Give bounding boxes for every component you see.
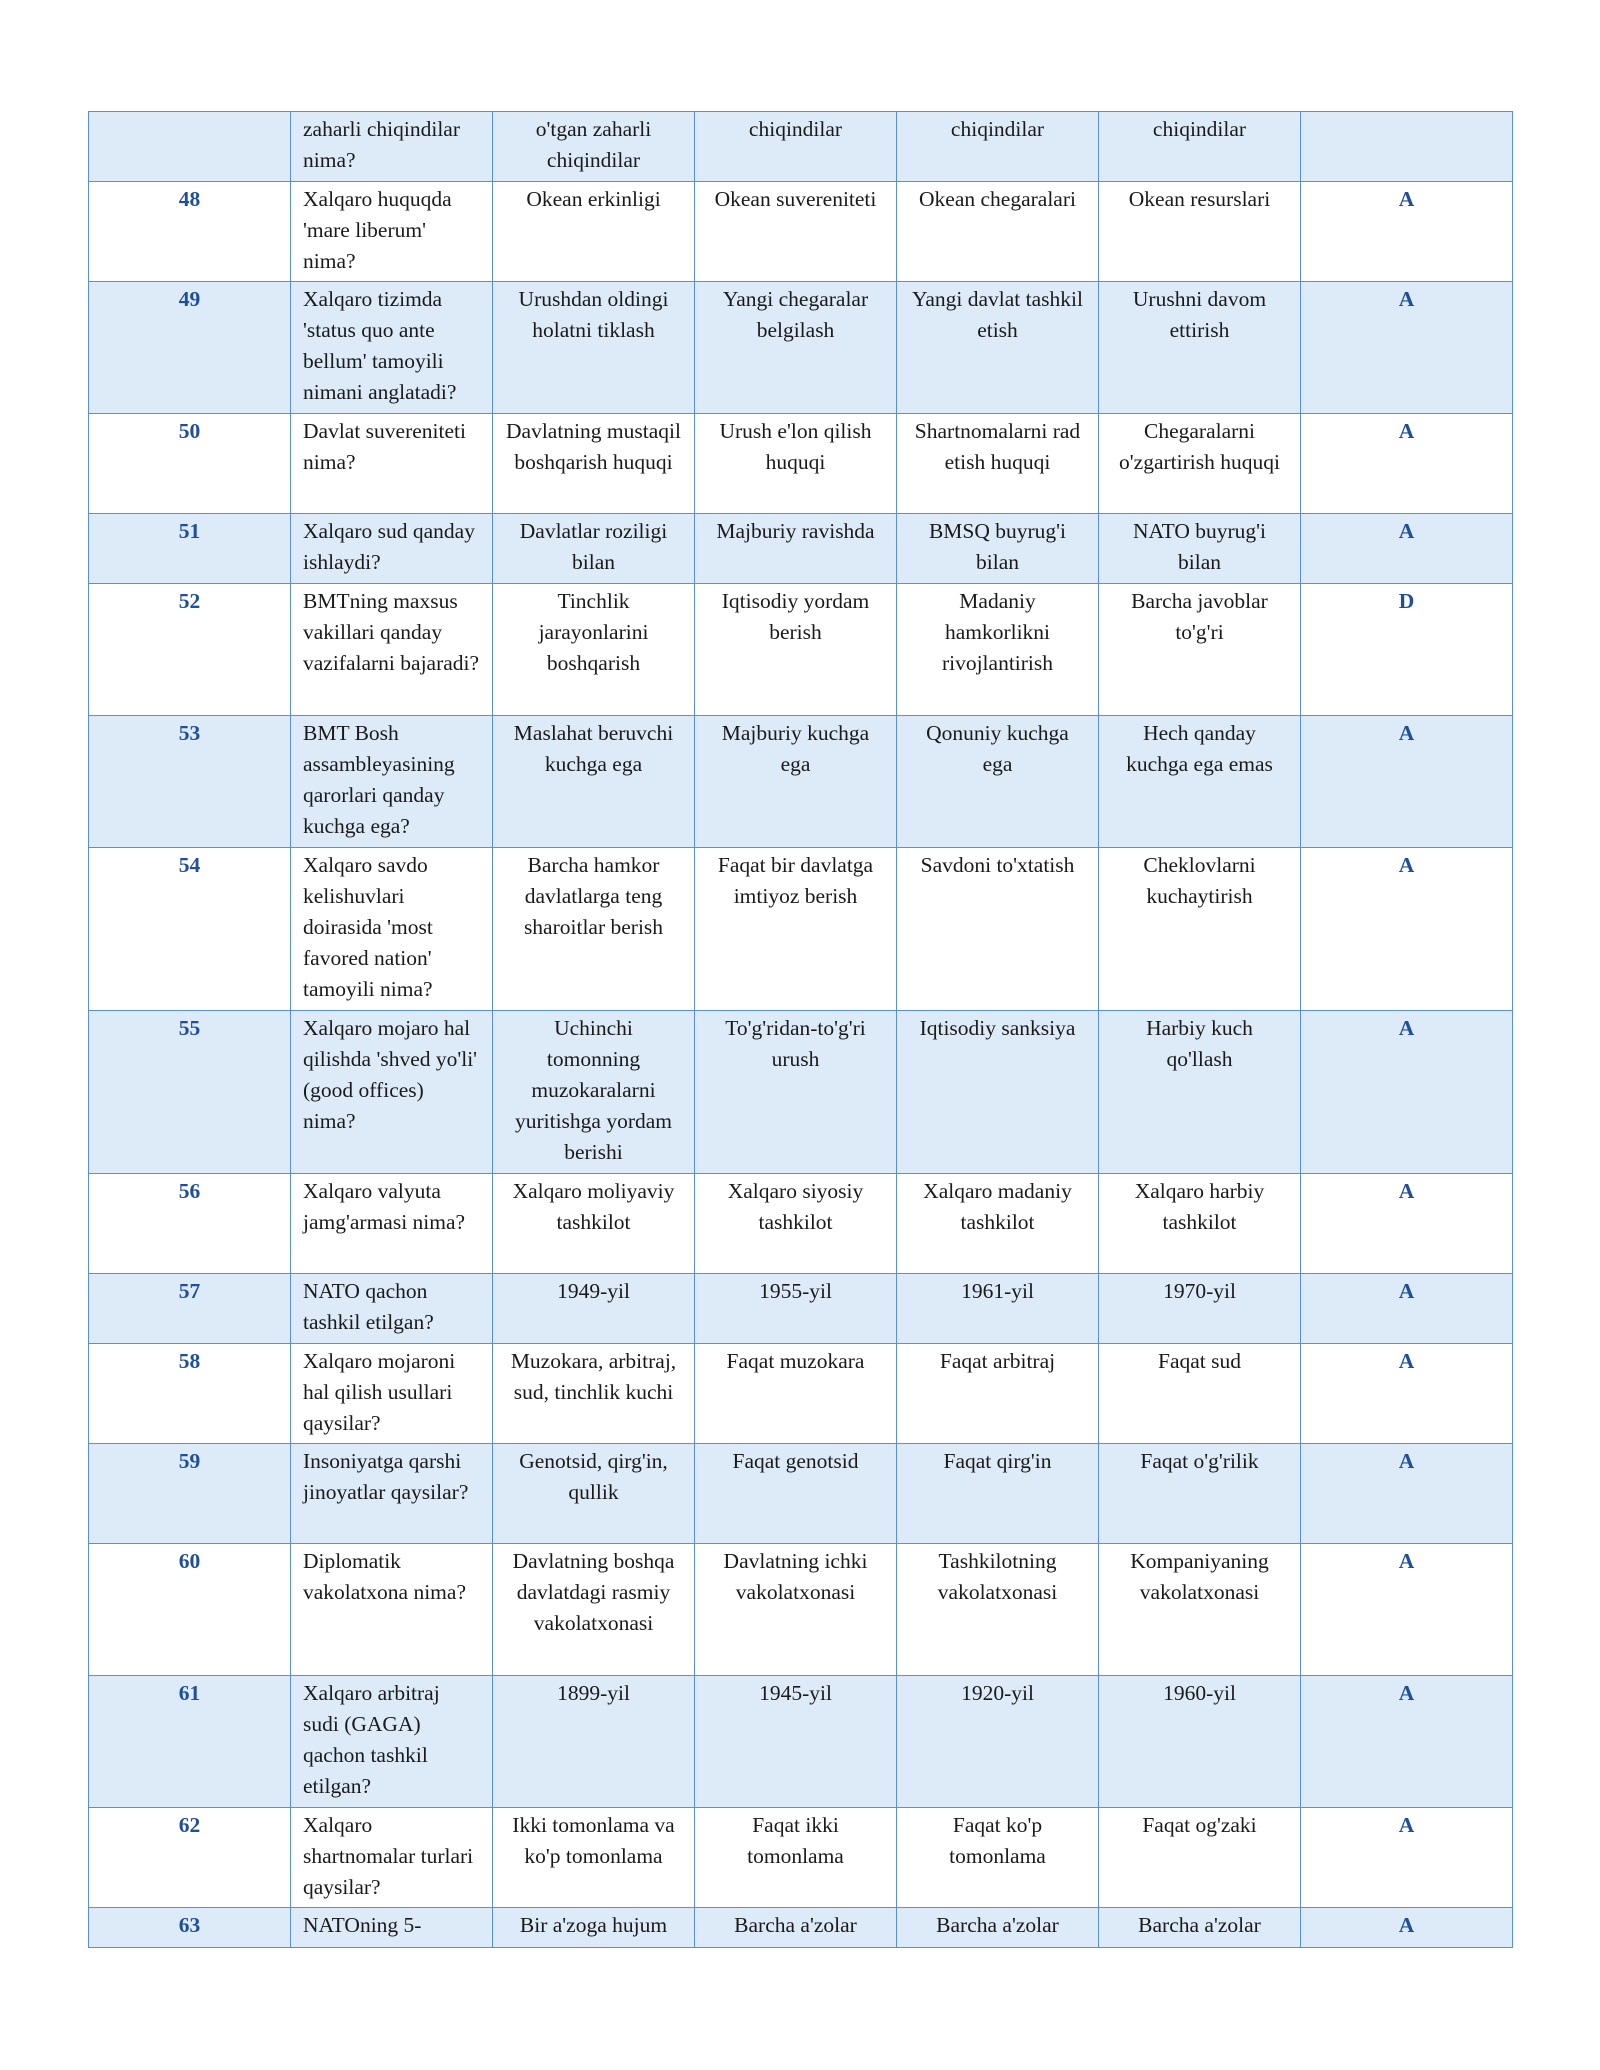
option-c: Shartnomalarni rad etish huquqi [897,414,1099,514]
option-d: Faqat sud [1099,1344,1301,1444]
correct-answer: A [1301,716,1513,848]
option-d: Faqat o'g'rilik [1099,1444,1301,1544]
question-number: 48 [89,182,291,282]
question-text: Xalqaro savdo kelishuvlari doirasida 'most favored nation' tamoyili nima? [291,848,493,1011]
option-d: Hech qanday kuchga ega emas [1099,716,1301,848]
question-number: 59 [89,1444,291,1544]
question-number: 51 [89,514,291,584]
option-d: Urushni davom ettirish [1099,282,1301,414]
option-d: 1970-yil [1099,1274,1301,1344]
option-c: Yangi davlat tashkil etish [897,282,1099,414]
option-b: Yangi chegaralar belgilash [695,282,897,414]
correct-answer: A [1301,1908,1513,1948]
table-row [89,1344,1513,1444]
option-a: Davlatlar roziligi bilan [493,514,695,584]
option-c: Savdoni to'xtatish [897,848,1099,1011]
question-text: Xalqaro huquqda 'mare liberum' nima? [291,182,493,282]
option-c: 1920-yil [897,1676,1099,1808]
question-number: 49 [89,282,291,414]
quiz-table [88,111,1513,1948]
question-number: 50 [89,414,291,514]
table-row [89,182,1513,282]
option-b: Faqat muzokara [695,1344,897,1444]
option-a: Maslahat beruvchi kuchga ega [493,716,695,848]
option-b: Majburiy kuchga ega [695,716,897,848]
question-number: 52 [89,584,291,716]
option-b: Faqat ikki tomonlama [695,1808,897,1908]
table-row [89,1676,1513,1808]
option-c: Faqat ko'p tomonlama [897,1808,1099,1908]
question-text: Davlat suvereniteti nima? [291,414,493,514]
option-a: Urushdan oldingi holatni tiklash [493,282,695,414]
correct-answer: A [1301,1174,1513,1274]
correct-answer: A [1301,848,1513,1011]
question-number: 54 [89,848,291,1011]
question-text: Xalqaro mojaro hal qilishda 'shved yo'li' (good offices) nima? [291,1011,493,1174]
option-d: Xalqaro harbiy tashkilot [1099,1174,1301,1274]
option-b: To'g'ridan-to'g'ri urush [695,1011,897,1174]
correct-answer: A [1301,182,1513,282]
option-a: Okean erkinligi [493,182,695,282]
option-d: Faqat og'zaki [1099,1808,1301,1908]
option-a: Tinchlik jarayonlarini boshqarish [493,584,695,716]
option-b: Faqat genotsid [695,1444,897,1544]
option-a: Xalqaro moliyaviy tashkilot [493,1174,695,1274]
table-row [89,1908,1513,1948]
option-d: Barcha a'zolar [1099,1908,1301,1948]
correct-answer: D [1301,584,1513,716]
question-text: NATO qachon tashkil etilgan? [291,1274,493,1344]
option-c: Barcha a'zolar [897,1908,1099,1948]
table-row [89,848,1513,1011]
option-c: Iqtisodiy sanksiya [897,1011,1099,1174]
question-text: BMTning maxsus vakillari qanday vazifalarni bajaradi? [291,584,493,716]
quiz-table-body [89,112,1513,1948]
option-c: Madaniy hamkorlikni rivojlantirish [897,584,1099,716]
option-b: Barcha a'zolar [695,1908,897,1948]
option-c: Faqat qirg'in [897,1444,1099,1544]
option-d: Harbiy kuch qo'llash [1099,1011,1301,1174]
option-a: Davlatning boshqa davlatdagi rasmiy vakolatxonasi [493,1544,695,1676]
correct-answer: A [1301,414,1513,514]
question-number: 57 [89,1274,291,1344]
option-b: 1945-yil [695,1676,897,1808]
option-c: chiqindilar [897,112,1099,182]
correct-answer: A [1301,1344,1513,1444]
option-c: Faqat arbitraj [897,1344,1099,1444]
option-c: BMSQ buyrug'i bilan [897,514,1099,584]
correct-answer: A [1301,1544,1513,1676]
option-b: 1955-yil [695,1274,897,1344]
table-row [89,1011,1513,1174]
option-b: chiqindilar [695,112,897,182]
correct-answer: A [1301,1676,1513,1808]
option-a: Barcha hamkor davlatlarga teng sharoitlar berish [493,848,695,1011]
option-c: Xalqaro madaniy tashkilot [897,1174,1099,1274]
question-number: 53 [89,716,291,848]
question-text: BMT Bosh assambleyasining qarorlari qanday kuchga ega? [291,716,493,848]
question-number [89,112,291,182]
option-a: Genotsid, qirg'in, qullik [493,1444,695,1544]
table-row [89,112,1513,182]
question-number: 61 [89,1676,291,1808]
option-c: Okean chegaralari [897,182,1099,282]
option-c: Qonuniy kuchga ega [897,716,1099,848]
table-row [89,1444,1513,1544]
option-d: Chegaralarni o'zgartirish huquqi [1099,414,1301,514]
correct-answer: A [1301,1808,1513,1908]
question-text: Xalqaro shartnomalar turlari qaysilar? [291,1808,493,1908]
option-c: 1961-yil [897,1274,1099,1344]
question-text: zaharli chiqindilar nima? [291,112,493,182]
question-text: Xalqaro arbitraj sudi (GAGA) qachon tashkil etilgan? [291,1676,493,1808]
option-b: Davlatning ichki vakolatxonasi [695,1544,897,1676]
option-a: 1899-yil [493,1676,695,1808]
question-text: Xalqaro tizimda 'status quo ante bellum' tamoyili nimani anglatadi? [291,282,493,414]
option-d: Kompaniyaning vakolatxonasi [1099,1544,1301,1676]
option-b: Okean suvereniteti [695,182,897,282]
question-number: 60 [89,1544,291,1676]
question-text: NATOning 5- [291,1908,493,1948]
option-b: Majburiy ravishda [695,514,897,584]
option-d: Okean resurslari [1099,182,1301,282]
question-text: Xalqaro valyuta jamg'armasi nima? [291,1174,493,1274]
option-d: Cheklovlarni kuchaytirish [1099,848,1301,1011]
table-row [89,514,1513,584]
option-d: chiqindilar [1099,112,1301,182]
option-b: Xalqaro siyosiy tashkilot [695,1174,897,1274]
correct-answer: A [1301,282,1513,414]
table-row [89,282,1513,414]
question-number: 63 [89,1908,291,1948]
table-row [89,1808,1513,1908]
table-row [89,584,1513,716]
correct-answer [1301,112,1513,182]
option-d: 1960-yil [1099,1676,1301,1808]
question-text: Xalqaro sud qanday ishlaydi? [291,514,493,584]
correct-answer: A [1301,1274,1513,1344]
option-d: NATO buyrug'i bilan [1099,514,1301,584]
table-row [89,1174,1513,1274]
correct-answer: A [1301,1444,1513,1544]
question-number: 58 [89,1344,291,1444]
question-number: 55 [89,1011,291,1174]
option-a: Ikki tomonlama va ko'p tomonlama [493,1808,695,1908]
table-row [89,414,1513,514]
option-a: Davlatning mustaqil boshqarish huquqi [493,414,695,514]
option-a: Uchinchi tomonning muzokaralarni yuritishga yordam berishi [493,1011,695,1174]
correct-answer: A [1301,514,1513,584]
option-b: Faqat bir davlatga imtiyoz berish [695,848,897,1011]
option-b: Urush e'lon qilish huquqi [695,414,897,514]
table-row [89,1544,1513,1676]
option-a: Muzokara, arbitraj, sud, tinchlik kuchi [493,1344,695,1444]
option-c: Tashkilotning vakolatxonasi [897,1544,1099,1676]
question-number: 56 [89,1174,291,1274]
question-number: 62 [89,1808,291,1908]
question-text: Diplomatik vakolatxona nima? [291,1544,493,1676]
correct-answer: A [1301,1011,1513,1174]
question-text: Insoniyatga qarshi jinoyatlar qaysilar? [291,1444,493,1544]
option-a: o'tgan zaharli chiqindilar [493,112,695,182]
table-row [89,1274,1513,1344]
quiz-table-page [88,111,1512,1948]
question-text: Xalqaro mojaroni hal qilish usullari qaysilar? [291,1344,493,1444]
option-a: Bir a'zoga hujum [493,1908,695,1948]
option-b: Iqtisodiy yordam berish [695,584,897,716]
option-d: Barcha javoblar to'g'ri [1099,584,1301,716]
option-a: 1949-yil [493,1274,695,1344]
table-row [89,716,1513,848]
